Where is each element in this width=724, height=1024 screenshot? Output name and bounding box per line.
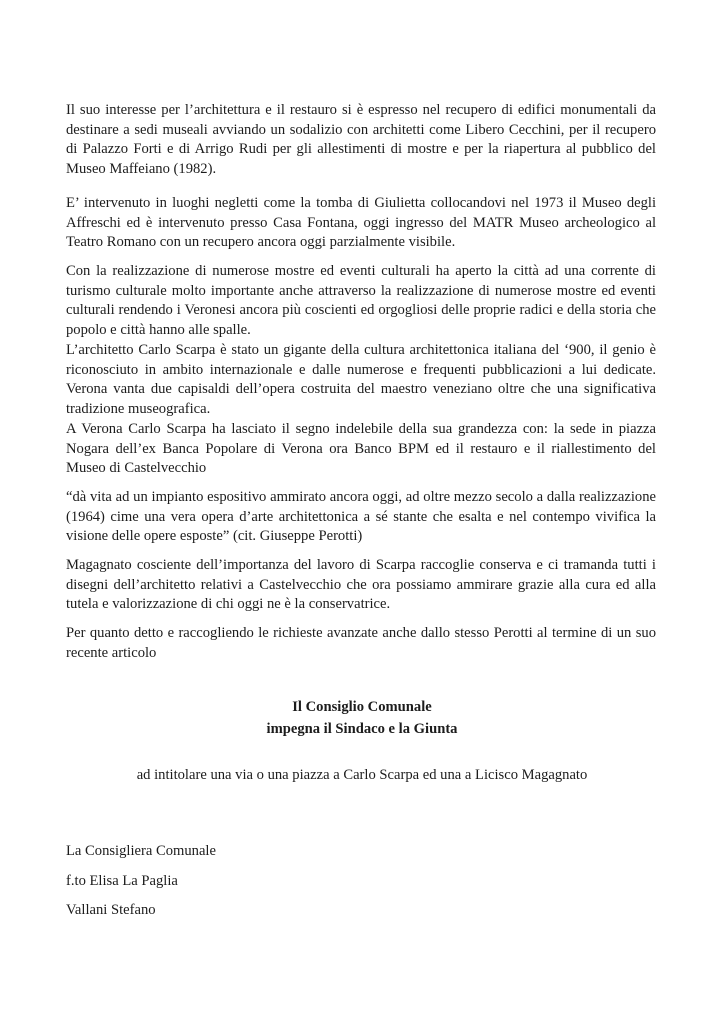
paragraph-quote-perotti: “dà vita ad un impianto espositivo ammirato ancora oggi, ad oltre mezzo secolo a dalla realizzazione (1964) cime una vera opera d’arte architettonica a sé stante che esalta e nel contempo vivifica la visione delle opere esposte” (cit. Giuseppe Perotti) <box>66 489 656 545</box>
paragraph-cultural-tourism: Con la realizzazione di numerose mostre ed eventi culturali ha aperto la città ad una corrente di turismo culturale molto importante anche attraverso la realizzazione di numerose mostre ed eventi culturali rendendo i Veronesi ancora più coscienti ed orgogliosi delle proprie radici e della storia che popolo e città hanno alle spalle. <box>66 263 656 338</box>
paragraph-carlo-scarpa: L’architetto Carlo Scarpa è stato un gigante della cultura architettonica italiana del ‘900, il genio è riconosciuto in ambito internazionale e dalle numerose e frequenti pubblicazioni a lui dedicate. Verona vanta due capisaldi dell’opera costruita del maestro veneziano oltre che una significativa tradizione museografica. <box>66 342 656 417</box>
signature-role: La Consigliera Comunale <box>66 843 216 859</box>
resolution-heading-council: Il Consiglio Comunale <box>292 699 432 715</box>
paragraph-requests: Per quanto detto e raccogliendo le richieste avanzate anche dallo stesso Perotti al termine di un suo recente articolo <box>66 625 656 661</box>
resolution-text: ad intitolare una via o una piazza a Carlo Scarpa ed una a Licisco Magagnato <box>136 767 588 783</box>
signature-signed: f.to Elisa La Paglia <box>66 873 178 889</box>
resolution-heading-commitment: impegna il Sindaco e la Giunta <box>266 721 458 737</box>
paragraph-verona-works: A Verona Carlo Scarpa ha lasciato il segno indelebile della sua grandezza con: la sede in piazza Nogara dell’ex Banca Popolare di Verona ora Banco BPM ed il restauro e il riallestimento del Museo di Castelvecchio <box>66 421 656 477</box>
signature-name: Vallani Stefano <box>66 902 156 918</box>
paragraph-neglected-places: E’ intervenuto in luoghi negletti come la tomba di Giulietta collocandovi nel 1973 il Museo degli Affreschi ed è intervenuto presso Casa Fontana, oggi ingresso del MATR Museo archeologico al Teatro Romano con un recupero ancora oggi parzialmente visibile. <box>66 195 656 251</box>
paragraph-magagnato: Magagnato cosciente dell’importanza del lavoro di Scarpa raccoglie conserva e ci tramanda tutti i disegni dell’architetto relativi a Castelvecchio che ora possiamo ammirare grazie alla cura ed alla tutela e valorizzazione di chi oggi ne è la conservatrice. <box>66 557 656 613</box>
paragraph-architecture-interest: Il suo interesse per l’architettura e il restauro si è espresso nel recupero di edifici monumentali da destinare a sedi museali avviando un sodalizio con architetti come Libero Cecchini, per il recupero di Palazzo Forti e di Arrigo Rudi per gli allestimenti di mostre e per la riapertura al pubblico del Museo Maffeiano (1982). <box>66 102 656 177</box>
